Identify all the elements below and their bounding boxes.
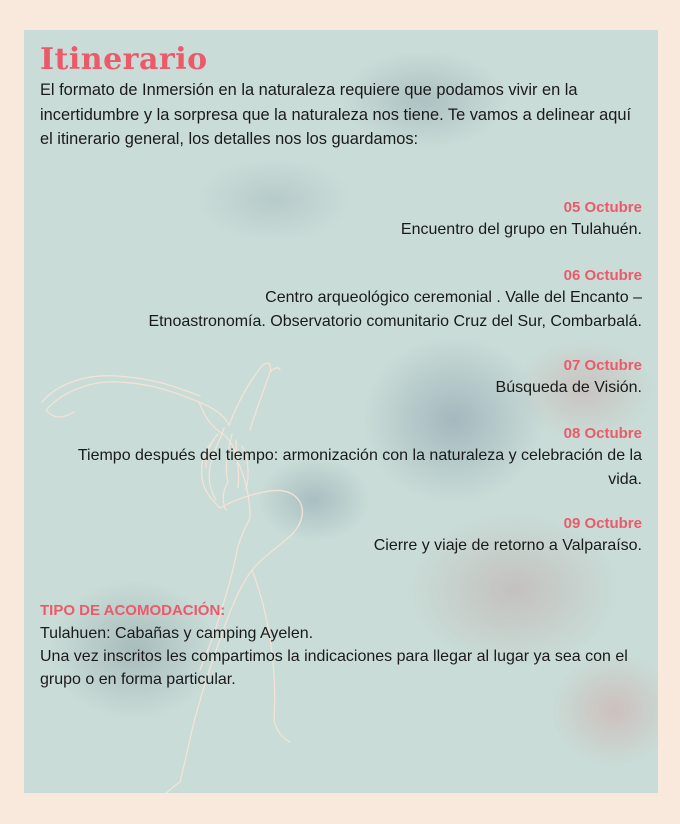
accommodation-note: Una vez inscritos les compartimos la indicaciones para llegar al lugar ya sea con el grupo o en forma particular. xyxy=(40,648,628,688)
itinerary-day xyxy=(42,424,642,492)
day-description: Búsqueda de Visión. xyxy=(495,379,642,396)
day-description: Etnoastronomía. Observatorio comunitario Cruz del Sur, Combarbalá. xyxy=(148,313,642,330)
accommodation-place: Tulahuen: Cabañas y camping Ayelen. xyxy=(40,625,314,642)
day-date: 06 Octubre xyxy=(563,267,642,284)
day-date: 07 Octubre xyxy=(563,357,642,374)
page-title: Itinerario xyxy=(40,42,208,77)
day-date: 08 Octubre xyxy=(563,425,642,442)
itinerary-day xyxy=(42,198,642,242)
day-date: 09 Octubre xyxy=(563,515,642,532)
itinerary-day xyxy=(42,266,642,334)
day-description: Centro arqueológico ceremonial . Valle del Encanto – xyxy=(265,289,642,306)
itinerary-day xyxy=(42,356,642,400)
day-date: 05 Octubre xyxy=(563,199,642,216)
accommodation-section xyxy=(40,600,644,691)
day-description: Cierre y viaje de retorno a Valparaíso. xyxy=(373,537,642,554)
day-description: Encuentro del grupo en Tulahuén. xyxy=(400,221,642,238)
intro-paragraph: El formato de Inmersión en la naturaleza requiere que podamos vivir en la incertidumbre y la sorpresa que la naturaleza nos tiene. Te vamos a delinear aquí el itinerario general, los detalles nos los guardamos: xyxy=(40,81,632,148)
day-description: vida. xyxy=(608,471,642,488)
accommodation-heading: TIPO DE ACOMODACIÓN: xyxy=(40,602,226,619)
day-description: Tiempo después del tiempo: armonización con la naturaleza y celebración de la xyxy=(77,447,642,464)
itinerary-day xyxy=(42,514,642,558)
itinerary-panel xyxy=(24,30,658,793)
